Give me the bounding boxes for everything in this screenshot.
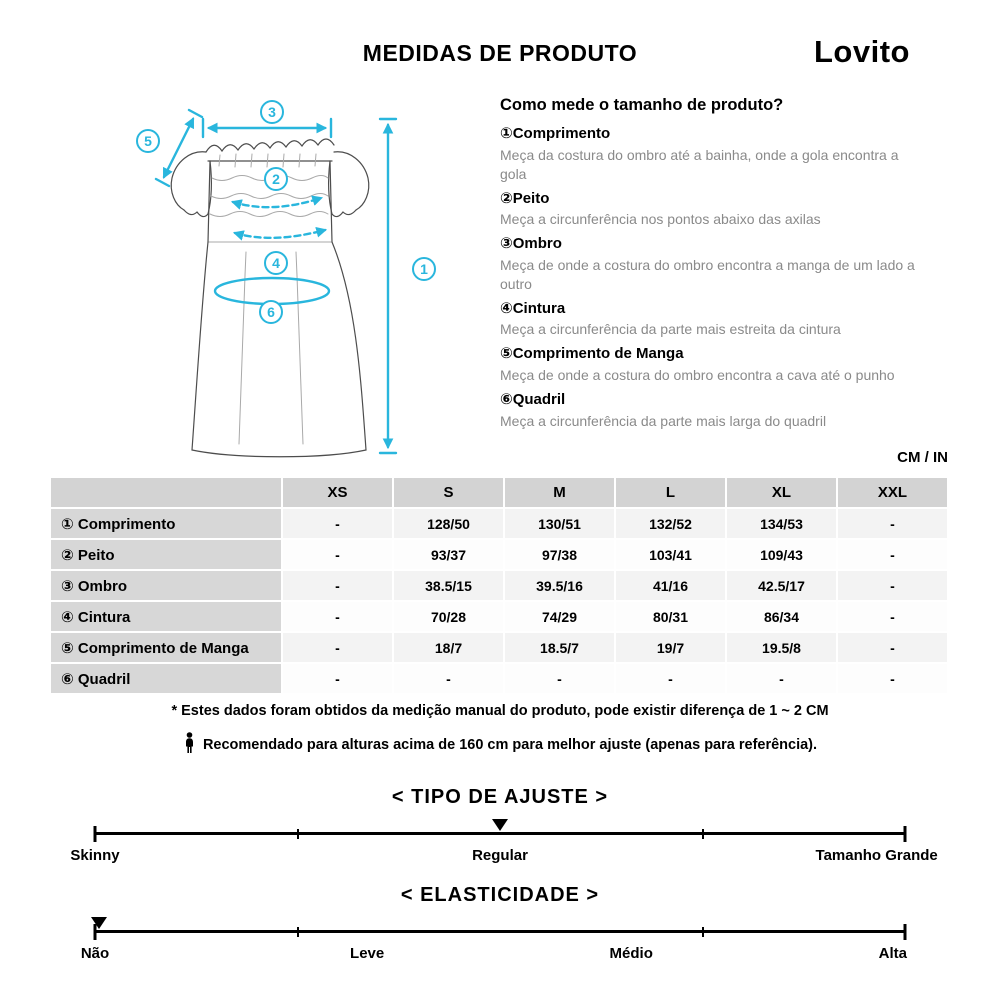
measurement-value: - bbox=[726, 663, 837, 694]
slider-line bbox=[95, 832, 905, 835]
callout-number: 4 bbox=[272, 255, 280, 271]
measurement-value: - bbox=[282, 663, 393, 694]
size-column-header bbox=[50, 477, 282, 508]
notes-section bbox=[0, 703, 1000, 767]
measurement-value: 18/7 bbox=[393, 632, 504, 663]
guide-item-desc: Meça a circunferência da parte mais estreita da cintura bbox=[500, 321, 841, 338]
size-table-row bbox=[50, 632, 948, 663]
size-column-header: XS bbox=[282, 477, 393, 508]
measurement-row-label: ② Peito bbox=[50, 539, 282, 570]
size-column-header: M bbox=[504, 477, 615, 508]
size-table-body bbox=[50, 508, 948, 694]
size-column-header: S bbox=[393, 477, 504, 508]
fit-slider bbox=[0, 786, 1000, 867]
measurement-value: - bbox=[837, 508, 948, 539]
fit-slider-label: Regular bbox=[472, 847, 528, 864]
callout-chest bbox=[265, 168, 287, 190]
guide-item bbox=[500, 345, 920, 385]
size-table-row bbox=[50, 539, 948, 570]
note-height-text: Recomendado para alturas acima de 160 cm para melhor ajuste (apenas para referência). bbox=[202, 737, 818, 753]
callout-number: 6 bbox=[267, 304, 275, 320]
measurement-value: 132/52 bbox=[615, 508, 726, 539]
fit-slider-label: Tamanho Grande bbox=[815, 847, 938, 864]
note-height bbox=[0, 732, 1000, 754]
guide-item bbox=[500, 391, 920, 431]
slider-tick bbox=[94, 826, 97, 842]
guide-item-desc: Meça de onde a costura do ombro encontra a cava até o punho bbox=[500, 367, 895, 384]
measurement-value: - bbox=[615, 663, 726, 694]
slider-tick bbox=[904, 924, 907, 940]
elasticity-slider-label: Não bbox=[80, 945, 110, 962]
guide-item-label: ⑥Quadril bbox=[500, 390, 566, 408]
guide-item bbox=[500, 190, 920, 230]
slider-tick bbox=[702, 927, 704, 937]
guide-item-desc: Meça da costura do ombro até a bainha, onde a gola encontra a gola bbox=[500, 146, 899, 182]
measurement-value: 97/38 bbox=[504, 539, 615, 570]
slider-tick bbox=[297, 829, 299, 839]
measurement-value: 130/51 bbox=[504, 508, 615, 539]
measurement-value: - bbox=[282, 570, 393, 601]
elasticity-slider-title: < ELASTICIDADE > bbox=[400, 884, 600, 906]
measurement-value: - bbox=[837, 570, 948, 601]
guide-item bbox=[500, 125, 920, 184]
measurement-row-label: ④ Cintura bbox=[50, 601, 282, 632]
brand-logo: Lovito bbox=[814, 34, 910, 69]
callout-number: 2 bbox=[272, 171, 280, 187]
fit-slider-labels bbox=[70, 847, 938, 867]
slider-tick bbox=[904, 826, 907, 842]
measurement-value: 128/50 bbox=[393, 508, 504, 539]
fit-slider-track bbox=[95, 823, 905, 843]
guide-item-label: ③Ombro bbox=[500, 235, 562, 253]
callout-sleeve bbox=[137, 130, 159, 152]
measurement-row-label: ⑤ Comprimento de Manga bbox=[50, 632, 282, 663]
measurement-value: - bbox=[282, 508, 393, 539]
callout-length bbox=[413, 258, 435, 280]
callout-number: 1 bbox=[420, 261, 428, 277]
size-table-header-row bbox=[50, 477, 948, 508]
measure-guide-list bbox=[500, 125, 920, 431]
guide-item-desc: Meça a circunferência nos pontos abaixo das axilas bbox=[500, 211, 821, 228]
chest-measure-arrow bbox=[233, 198, 321, 207]
measurement-value: 39.5/16 bbox=[504, 570, 615, 601]
elasticity-slider-labels bbox=[80, 945, 908, 965]
elasticity-marker-icon bbox=[91, 917, 107, 929]
guide-item bbox=[500, 300, 920, 340]
guide-item-desc: Meça a circunferência da parte mais larga do quadril bbox=[500, 412, 827, 429]
guide-item bbox=[500, 235, 920, 294]
measurement-value: - bbox=[837, 601, 948, 632]
person-icon bbox=[183, 737, 203, 753]
size-table-row bbox=[50, 601, 948, 632]
measurement-value: 41/16 bbox=[615, 570, 726, 601]
waist-measure-arrow bbox=[235, 230, 325, 238]
measurement-value: 19/7 bbox=[615, 632, 726, 663]
guide-item-desc: Meça de onde a costura do ombro encontra a manga de um lado a outro bbox=[500, 256, 915, 292]
elasticity-slider bbox=[0, 884, 1000, 965]
callout-shoulder bbox=[261, 101, 283, 123]
fit-slider-label: Skinny bbox=[70, 847, 120, 864]
measurement-value: - bbox=[282, 539, 393, 570]
measurement-row-label: ③ Ombro bbox=[50, 570, 282, 601]
callout-number: 5 bbox=[144, 133, 152, 149]
measurement-value: 18.5/7 bbox=[504, 632, 615, 663]
guide-item-label: ①Comprimento bbox=[500, 125, 611, 142]
measurement-value: 80/31 bbox=[615, 601, 726, 632]
measurement-value: - bbox=[282, 632, 393, 663]
garment-diagram bbox=[40, 95, 470, 475]
elasticity-slider-label: Médio bbox=[609, 945, 653, 962]
measurement-value: 103/41 bbox=[615, 539, 726, 570]
guide-item-label: ②Peito bbox=[500, 189, 550, 207]
callout-number: 3 bbox=[268, 104, 276, 120]
measurement-value: - bbox=[837, 663, 948, 694]
units-label: CM / IN bbox=[897, 449, 948, 466]
fit-slider-title: < TIPO DE AJUSTE > bbox=[391, 786, 609, 808]
size-table-row bbox=[50, 570, 948, 601]
measurement-value: 74/29 bbox=[504, 601, 615, 632]
measurement-row-label: ⑥ Quadril bbox=[50, 663, 282, 694]
measurement-value: - bbox=[837, 539, 948, 570]
size-table-row bbox=[50, 508, 948, 539]
slider-tick bbox=[702, 829, 704, 839]
elasticity-slider-label: Leve bbox=[350, 945, 385, 962]
elasticity-slider-label: Alta bbox=[878, 945, 908, 962]
measurement-value: 109/43 bbox=[726, 539, 837, 570]
measurement-value: 42.5/17 bbox=[726, 570, 837, 601]
measurement-value: 86/34 bbox=[726, 601, 837, 632]
size-table-row bbox=[50, 663, 948, 694]
elasticity-slider-track bbox=[95, 921, 905, 941]
guide-heading: Como mede o tamanho de produto? bbox=[500, 96, 784, 114]
slider-line bbox=[95, 930, 905, 933]
guide-item-label: ④Cintura bbox=[500, 299, 566, 317]
size-table-head bbox=[50, 477, 948, 508]
sleeve-measure-arrow bbox=[164, 119, 193, 177]
measurement-value: 19.5/8 bbox=[726, 632, 837, 663]
measurement-value: 134/53 bbox=[726, 508, 837, 539]
measurement-value: 38.5/15 bbox=[393, 570, 504, 601]
measurement-value: - bbox=[504, 663, 615, 694]
callout-hip bbox=[260, 301, 282, 323]
note-tolerance: * Estes dados foram obtidos da medição manual do produto, pode existir diferença de 1 ~ 2 CM bbox=[171, 703, 829, 719]
page-title: MEDIDAS DE PRODUTO bbox=[362, 40, 638, 66]
measurement-row-label: ① Comprimento bbox=[50, 508, 282, 539]
size-column-header: L bbox=[615, 477, 726, 508]
guide-item-label: ⑤Comprimento de Manga bbox=[500, 345, 684, 363]
measurement-value: - bbox=[393, 663, 504, 694]
callout-waist bbox=[265, 252, 287, 274]
measure-guide bbox=[500, 96, 920, 437]
measurement-value: 70/28 bbox=[393, 601, 504, 632]
size-column-header: XL bbox=[726, 477, 837, 508]
slider-tick bbox=[297, 927, 299, 937]
measurement-value: 93/37 bbox=[393, 539, 504, 570]
measurement-value: - bbox=[282, 601, 393, 632]
fit-marker-icon bbox=[492, 819, 508, 831]
measurement-value: - bbox=[837, 632, 948, 663]
size-table bbox=[50, 477, 948, 694]
size-column-header: XXL bbox=[837, 477, 948, 508]
